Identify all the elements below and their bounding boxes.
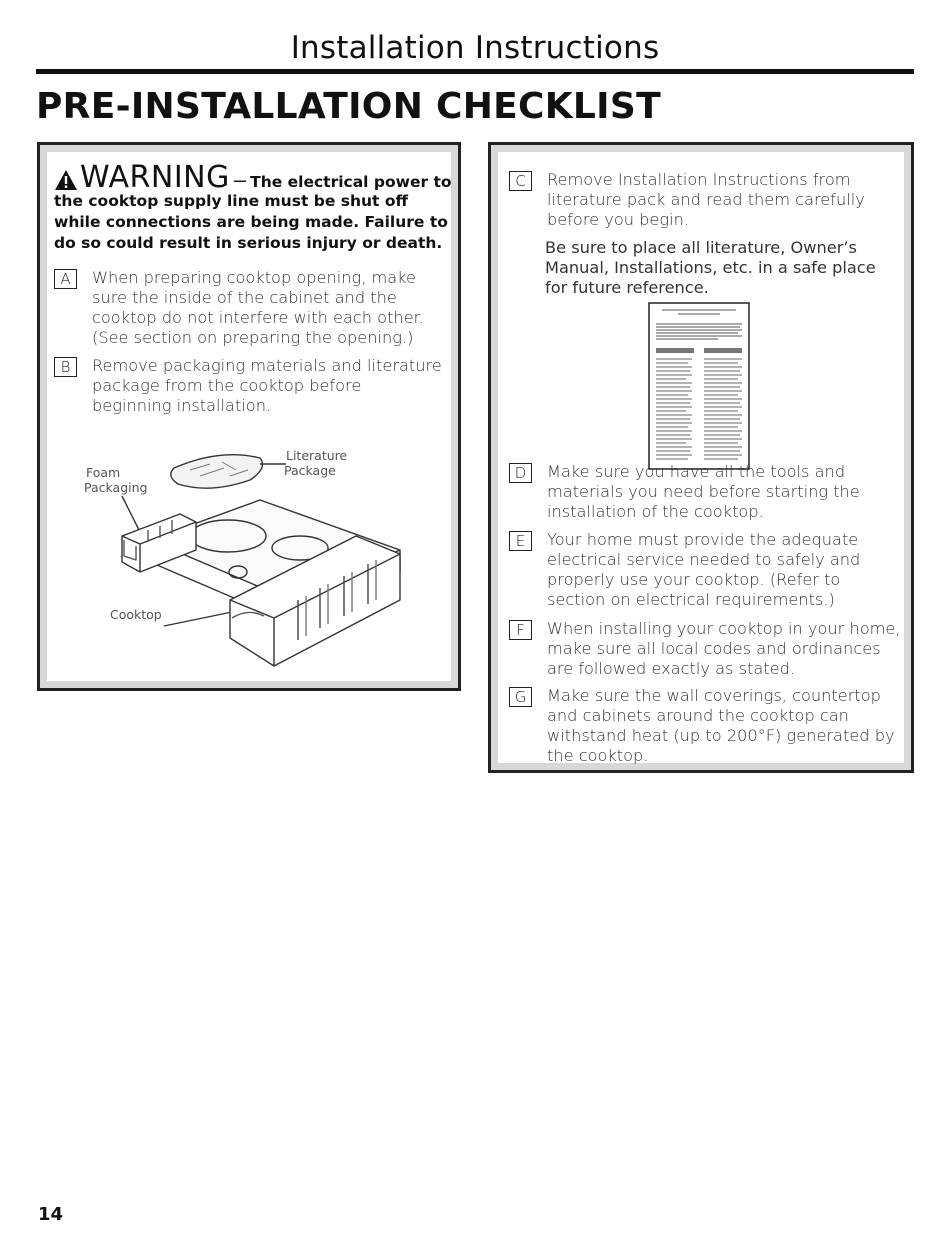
item-letter-box: D <box>509 463 532 483</box>
item-letter-box: C <box>509 171 532 191</box>
warning-word: WARNING <box>80 160 230 195</box>
item-text: When installing your cooktop in your home, make sure all local codes and ordinances are followed exactly as stated. <box>547 619 901 678</box>
warning-first-line: The electrical power to <box>250 173 452 191</box>
checklist-item-a <box>54 268 454 358</box>
item-text: When preparing cooktop opening, make sure the inside of the cabinet and the cooktop do not interfere with each other. (See section on preparing the opening.) <box>92 268 424 347</box>
instruction-booklet-image <box>648 302 750 470</box>
item-text: Make sure you have all the tools and materials you need before starting the installation of the cooktop. <box>547 462 860 521</box>
checklist-item-d <box>509 462 909 528</box>
item-letter-box: F <box>509 620 532 640</box>
checklist-item-c <box>509 170 909 230</box>
header-rule <box>36 69 914 74</box>
cooktop-label: Cooktop <box>110 607 162 622</box>
literature-label-2: Package <box>284 463 336 478</box>
item-text: Make sure the wall coverings, countertop and cabinets around the cooktop can withstand heat (up to 200°F) generated by the cooktop. <box>547 686 895 765</box>
header-title: Installation Instructions <box>290 30 660 66</box>
checklist-item-e <box>509 530 909 614</box>
cooktop-packaging-illustration <box>100 440 420 680</box>
item-letter-box: G <box>509 687 532 707</box>
warning-dash: – <box>233 167 247 192</box>
checklist-item-g <box>509 686 909 765</box>
foam-label-1: Foam <box>86 465 121 480</box>
page-title: PRE-INSTALLATION CHECKLIST <box>36 86 661 127</box>
item-letter-box: A <box>54 269 77 289</box>
warning-text: the cooktop supply line must be shut off while connections are being made. Failure to do so could result in serious injury or death. <box>54 192 448 252</box>
foam-label-2: Packaging <box>84 480 148 495</box>
literature-label-1: Literature <box>286 448 348 463</box>
page-number: 14 <box>38 1204 64 1225</box>
item-text: Remove Installation Instructions from literature pack and read them carefully before you begin. <box>547 170 865 229</box>
checklist-item-b <box>54 356 454 426</box>
checklist-item-f <box>509 619 909 685</box>
item-letter-box: E <box>509 531 532 551</box>
literature-note: Be sure to place all literature, Owner’s Manual, Installations, etc. in a safe place for future reference. <box>545 238 876 297</box>
item-letter-box: B <box>54 357 77 377</box>
item-text: Remove packaging materials and literature package from the cooktop before beginning installation. <box>92 356 442 415</box>
item-text: Your home must provide the adequate electrical service needed to safely and properly use your cooktop. (Refer to section on electrical requirements.) <box>547 530 861 609</box>
